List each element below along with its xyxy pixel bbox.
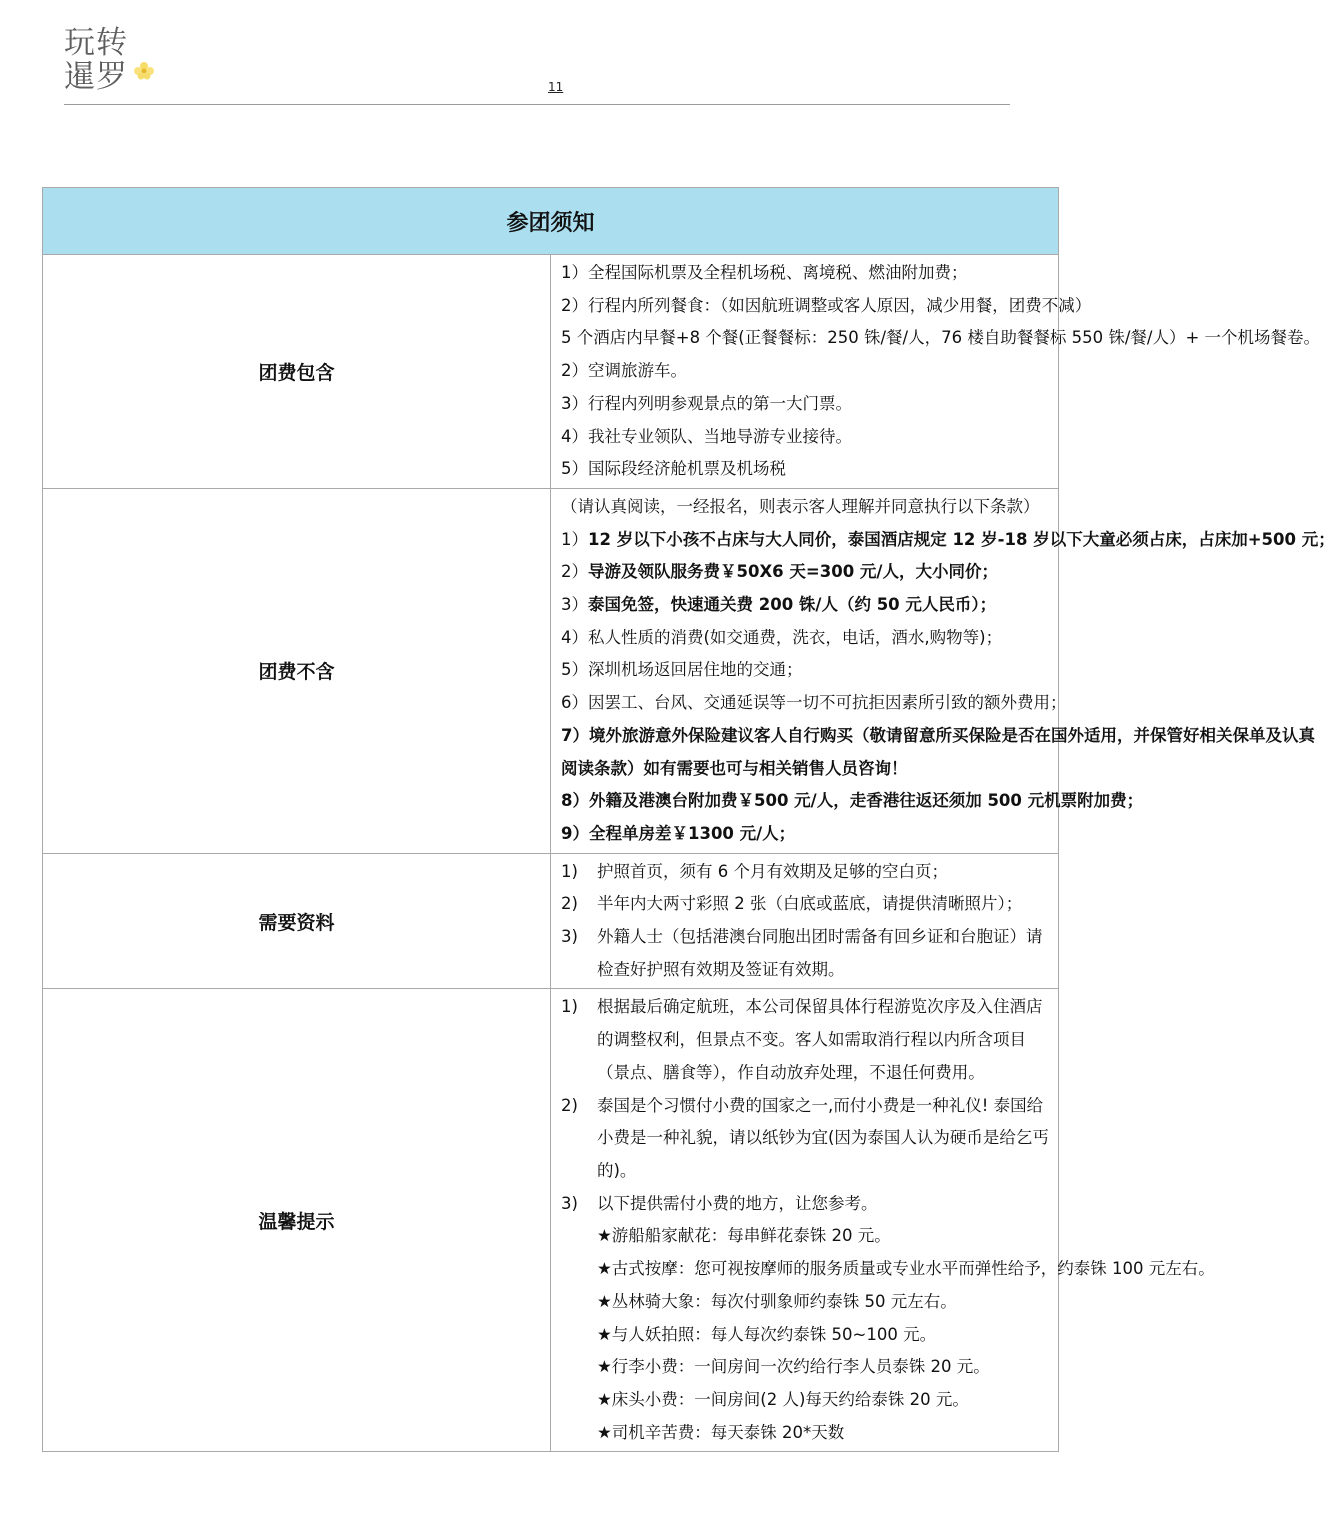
- text-line: 9）全程单房差￥1300 元/人；: [561, 823, 796, 843]
- table-title: 参团须知: [43, 188, 1059, 255]
- text-line: [561, 589, 1052, 622]
- section-content: [551, 488, 1335, 853]
- item-number: 3): [561, 927, 578, 947]
- item-prefix: 3）: [561, 595, 588, 615]
- list-item: [561, 888, 1052, 921]
- section-excluded: [43, 488, 1059, 853]
- text-line: [561, 556, 1052, 589]
- text-line: 5）深圳机场返回居住地的交通；: [561, 660, 803, 680]
- text-line: 7）境外旅游意外保险建议客人自行购买（敬请留意所买保险是否在国外适用，并保管好相关保单及认真: [561, 725, 1315, 745]
- item-text: 外籍人士（包括港澳台同胞出团时需备有回乡证和台胞证）请检查好护照有效期及签证有效期。: [597, 927, 1043, 979]
- item-number: 2): [561, 1095, 578, 1115]
- text-line: 1）全程国际机票及全程机场税、离境税、燃油附加费；: [561, 263, 968, 282]
- list-item: [561, 856, 1052, 889]
- section-included: [43, 255, 1059, 489]
- section-content: [551, 989, 1215, 1452]
- item-number: 3): [561, 1193, 578, 1213]
- section-content: [551, 853, 1059, 989]
- text-line: 阅读条款）如有需要也可与相关销售人员咨询！: [561, 758, 908, 778]
- text-line: 5）国际段经济舱机票及机场税: [561, 459, 786, 479]
- section-required-docs: [43, 853, 1059, 989]
- item-number: 2): [561, 894, 578, 914]
- section-label: 团费包含: [43, 255, 551, 489]
- text-line: 8）外籍及港澳台附加费￥500 元/人，走香港往返还须加 500 元机票附加费；: [561, 791, 1144, 811]
- flower-icon: [134, 62, 154, 80]
- list-item: [561, 1090, 1052, 1188]
- tip-item: ★丛林骑大象：每次付驯象师约泰铢 50 元左右。: [597, 1291, 957, 1311]
- text-line: 4）我社专业领队、当地导游专业接待。: [561, 426, 852, 446]
- logo-line-1: 玩转: [64, 25, 128, 61]
- item-text: 根据最后确定航班，本公司保留具体行程游览次序及入住酒店的调整权利，但景点不变。客人如需取消行程以内所含项目（景点、膳食等），作自动放弃处理，不退任何费用。: [597, 997, 1043, 1082]
- logo-line-2: 暹罗: [64, 59, 128, 95]
- list-item: [561, 1188, 1052, 1221]
- section-label: 团费不含: [43, 488, 551, 853]
- section-tips: [43, 989, 1059, 1452]
- tip-item: ★游船船家献花：每串鲜花泰铢 20 元。: [597, 1226, 891, 1246]
- tip-item: ★床头小费：一间房间(2 人)每天约给泰铢 20 元。: [597, 1389, 969, 1409]
- text-line: 6）因罢工、台风、交通延误等一切不可抗拒因素所引致的额外费用；: [561, 693, 1067, 713]
- text-line: 4）私人性质的消费(如交通费，洗衣，电话，酒水,购物等)；: [561, 627, 1003, 647]
- text-line: 2）行程内所列餐食：（如因航班调整或客人原因，减少用餐，团费不减）: [561, 295, 1092, 315]
- tip-item: ★行李小费：一间房间一次约给行李人员泰铢 20 元。: [597, 1357, 990, 1377]
- tour-notice-table: [42, 187, 1335, 1452]
- item-prefix: 1）: [561, 529, 588, 549]
- text-line: [561, 524, 1335, 557]
- item-text: 以下提供需付小费的地方，让您参考。: [597, 1193, 878, 1213]
- tip-item: ★司机辛苦费：每天泰铢 20*天数: [597, 1422, 845, 1442]
- tip-item: ★与人妖拍照：每人每次约泰铢 50~100 元。: [597, 1324, 937, 1344]
- item-text: 半年内大两寸彩照 2 张（白底或蓝底，请提供清晰照片）；: [597, 894, 1023, 914]
- text-line: 3）行程内列明参观景点的第一大门票。: [561, 393, 852, 413]
- item-number: 1): [561, 861, 578, 881]
- bold-text: 泰国免签，快速通关费 200 铢/人（约 50 元人民币）；: [588, 595, 997, 615]
- item-text: 泰国是个习惯付小费的国家之一,而付小费是一种礼仪! 泰国给小费是一种礼貌，请以纸钞为宜(因为泰国人认为硬币是给乞丐的)。: [597, 1095, 1049, 1180]
- text-line: 2）空调旅游车。: [561, 361, 687, 381]
- bold-text: 导游及领队服务费￥50X6 天=300 元/人，大小同价；: [588, 562, 998, 582]
- brand-logo: [64, 26, 128, 94]
- tip-item: ★古式按摩：您可视按摩师的服务质量或专业水平而弹性给予，约泰铢 100 元左右。: [597, 1259, 1215, 1279]
- text-line: 5 个酒店内早餐+8 个餐(正餐餐标：250 铢/餐/人，76 楼自助餐餐标 550 铢/餐/人）+ 一个机场餐卷。: [561, 328, 1321, 348]
- list-item: [561, 991, 1052, 1089]
- list-item: [561, 921, 1052, 986]
- bold-text: 12 岁以下小孩不占床与大人同价，泰国酒店规定 12 岁-18 岁以下大童必须占床，占床加+500 元；: [588, 529, 1335, 549]
- item-prefix: 2）: [561, 562, 588, 582]
- header-divider: [64, 104, 1010, 105]
- item-text: 护照首页，须有 6 个月有效期及足够的空白页；: [597, 861, 948, 881]
- text-line: （请认真阅读，一经报名，则表示客人理解并同意执行以下条款）: [561, 496, 1040, 516]
- section-content: [551, 255, 1321, 489]
- page-number: 11: [548, 80, 564, 94]
- item-number: 1): [561, 997, 578, 1017]
- section-label: 温馨提示: [43, 989, 551, 1452]
- section-label: 需要资料: [43, 853, 551, 989]
